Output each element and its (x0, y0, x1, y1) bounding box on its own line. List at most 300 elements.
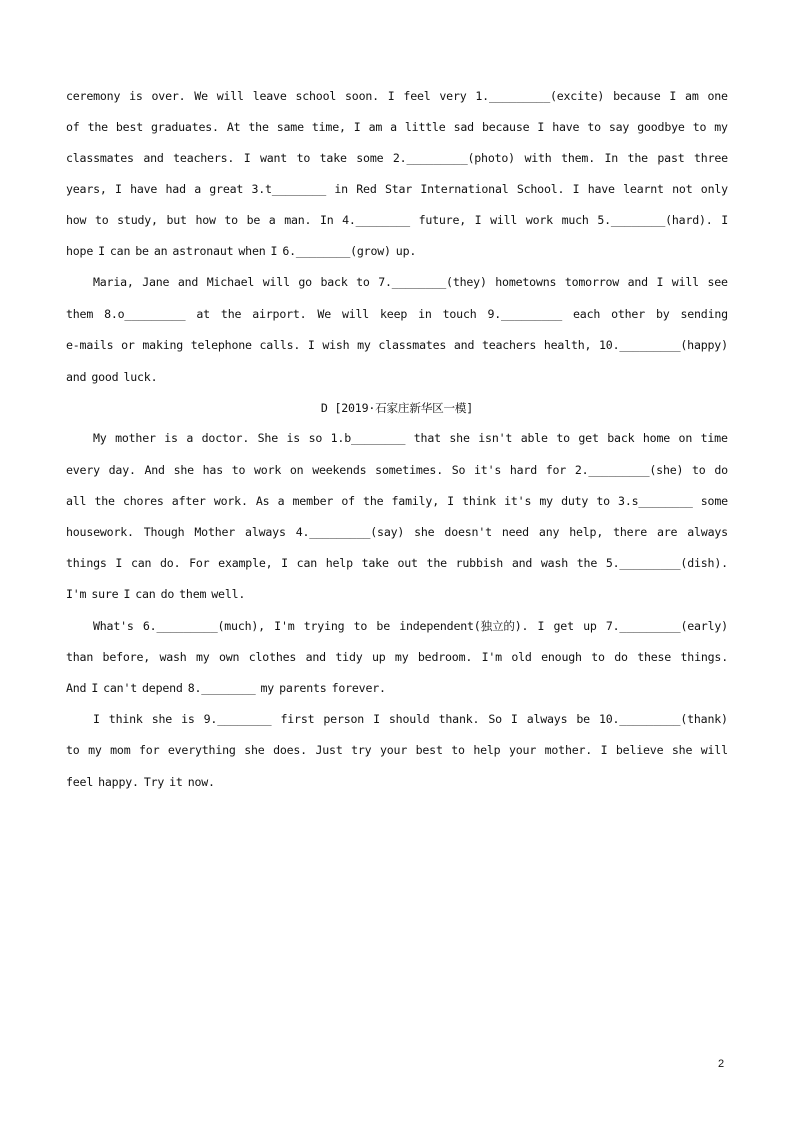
word: there (613, 525, 647, 539)
word: I (123, 587, 131, 601)
word: need (501, 525, 529, 539)
word: take (361, 556, 389, 570)
word: I (270, 244, 278, 258)
word: old (511, 650, 532, 664)
word: As (255, 494, 270, 508)
word: to (224, 213, 238, 227)
word: have (587, 182, 615, 196)
text-line (93, 616, 728, 636)
text-line (66, 210, 728, 230)
word: weekends (312, 463, 367, 477)
word: 10._________(thank) (598, 712, 728, 726)
word: school (295, 89, 337, 103)
word: mom (110, 743, 131, 757)
word: astronaut (172, 244, 234, 258)
word: the (220, 307, 242, 321)
word: is (181, 712, 195, 726)
word: them (179, 587, 207, 601)
word: feel (66, 775, 94, 789)
word: sad (453, 120, 474, 134)
word: get (578, 431, 599, 445)
word: I'm (66, 587, 87, 601)
text-line (66, 740, 728, 760)
word: is (164, 431, 178, 445)
word: In (319, 213, 334, 227)
word: is (286, 431, 301, 445)
word: doctor. (201, 431, 250, 445)
word: my (195, 650, 210, 664)
word: to (451, 743, 465, 757)
word: 7.________(they) (378, 275, 487, 289)
text-line (66, 241, 728, 261)
word: little (404, 120, 446, 134)
word: some (356, 151, 384, 165)
word: to (66, 743, 80, 757)
word: 5._________(dish). (605, 556, 728, 570)
word: enough (541, 650, 582, 664)
word: she (449, 431, 470, 445)
word: my (260, 681, 275, 695)
word: Michael (206, 275, 255, 289)
word: time, (311, 120, 346, 134)
word: 3.s________ (618, 494, 693, 508)
word: three (694, 151, 728, 165)
word: making (142, 338, 184, 352)
word: so (308, 431, 323, 445)
word: 7._________(early) (605, 619, 728, 633)
word: after (171, 494, 206, 508)
word: able (520, 431, 548, 445)
word: 8.o_________ (104, 307, 186, 321)
word: work. (213, 494, 248, 508)
word: telephone (190, 338, 252, 352)
word: my (357, 338, 371, 352)
page-number: 2 (718, 1058, 725, 1070)
word: So (451, 463, 466, 477)
word: Jane (142, 275, 170, 289)
word: all (66, 494, 87, 508)
word: rubbish (455, 556, 504, 570)
word: are (656, 525, 678, 539)
text-line (66, 86, 728, 106)
word: 4.________ (342, 213, 410, 227)
word: because (613, 89, 661, 103)
word: mother (115, 431, 156, 445)
word: In (604, 151, 619, 165)
text-line (66, 117, 728, 137)
word: 2._________(she) (574, 463, 684, 477)
text-line (66, 647, 728, 667)
word: help, (569, 525, 604, 539)
word: I (537, 120, 545, 134)
word: I (721, 213, 728, 227)
word: believe (615, 743, 664, 757)
word: up. (395, 244, 417, 258)
word: up (583, 619, 597, 633)
word: I (474, 213, 482, 227)
word: my (539, 494, 553, 508)
word: isn't (478, 431, 513, 445)
word: good (91, 370, 119, 384)
word: My (93, 431, 107, 445)
word: my (714, 120, 728, 134)
word: And (144, 463, 165, 477)
word: and (143, 151, 164, 165)
word: classmates (378, 338, 447, 352)
word: each (573, 307, 601, 321)
word: We (194, 89, 208, 103)
word: feel (403, 89, 431, 103)
word: the (576, 556, 598, 570)
word: I (281, 556, 288, 570)
word: will (341, 307, 370, 321)
word: by (655, 307, 670, 321)
word: best (115, 120, 144, 134)
word: much (561, 213, 589, 227)
word: I (93, 712, 100, 726)
word: will (490, 213, 518, 227)
word: back (320, 275, 348, 289)
word: touch (442, 307, 477, 321)
word: study, (117, 213, 158, 227)
word: I (353, 120, 361, 134)
word: to (692, 463, 706, 477)
word: I'm (481, 650, 502, 664)
word: your (379, 743, 408, 757)
word: had (165, 182, 186, 196)
word: great (209, 182, 244, 196)
word: I (115, 556, 123, 570)
word: 1._________(excite) (475, 89, 605, 103)
word: example, (218, 556, 273, 570)
word: I (572, 182, 580, 196)
word: to (94, 213, 109, 227)
word: other (611, 307, 645, 321)
word: a (194, 182, 201, 196)
text-line (66, 522, 728, 542)
word: Red (356, 182, 377, 196)
word: your (508, 743, 537, 757)
word: health, (543, 338, 592, 352)
word: than (66, 650, 94, 664)
word: or (121, 338, 135, 352)
word: And (66, 681, 87, 695)
word: in (334, 182, 348, 196)
word: 2._________(photo) (392, 151, 515, 165)
word: calls. (259, 338, 301, 352)
word: person (323, 712, 365, 726)
word: is (129, 89, 143, 103)
word: graduates. (151, 120, 219, 134)
word: up (371, 650, 386, 664)
word: thank. (438, 712, 480, 726)
word: I'm (274, 619, 295, 633)
word: teachers. (173, 151, 235, 165)
text-line (66, 553, 728, 573)
word: do. (160, 556, 181, 570)
word: teachers (481, 338, 537, 352)
word: We (317, 307, 331, 321)
word: my (88, 743, 102, 757)
word: always (526, 712, 568, 726)
word: 9._________ (487, 307, 563, 321)
word: have (552, 120, 580, 134)
word: Mother (194, 525, 236, 539)
word: to (296, 151, 311, 165)
word: Try (143, 775, 165, 789)
word: to (692, 120, 707, 134)
word: to (231, 463, 246, 477)
word: airport. (252, 307, 307, 321)
word: the (426, 556, 447, 570)
word: mother. (544, 743, 593, 757)
text-line (66, 335, 728, 355)
word: same (276, 120, 304, 134)
word: to (556, 431, 570, 445)
word: be (576, 712, 590, 726)
word: them. (561, 151, 595, 165)
text-line (66, 179, 728, 199)
word: she (414, 525, 435, 539)
word: years, (66, 182, 107, 196)
word: I (510, 712, 518, 726)
text-line (93, 272, 728, 292)
word: the (248, 120, 269, 134)
word: for (139, 743, 160, 757)
word: She (257, 431, 278, 445)
word: get (553, 619, 574, 633)
word: every (66, 463, 100, 477)
word: because (481, 120, 530, 134)
word: my (394, 650, 409, 664)
word: and (627, 275, 648, 289)
word: School. (516, 182, 565, 196)
word: sending (680, 307, 728, 321)
word: 6._________(much), (142, 619, 265, 633)
word: I (656, 275, 664, 289)
word: some (700, 494, 728, 508)
word: she (244, 743, 265, 757)
word: at (196, 307, 210, 321)
word: do (614, 650, 628, 664)
word: doesn't (444, 525, 492, 539)
word: she (151, 712, 173, 726)
word: back (607, 431, 635, 445)
word: sometimes. (375, 463, 443, 477)
word: one (707, 89, 728, 103)
word: can't (103, 681, 138, 695)
word: see (707, 275, 728, 289)
word: duty (561, 494, 589, 508)
word: to (587, 120, 601, 134)
word: she (671, 743, 693, 757)
word: home (642, 431, 671, 445)
word: member (292, 494, 334, 508)
word: the (94, 494, 115, 508)
word: wash (159, 650, 187, 664)
text-line (66, 367, 728, 387)
word: that (413, 431, 441, 445)
word: past (657, 151, 685, 165)
word: leave (252, 89, 287, 103)
word: always (245, 525, 286, 539)
word: when (238, 244, 266, 258)
word: family, (391, 494, 439, 508)
word: I (98, 244, 105, 258)
word: depend (142, 681, 183, 695)
word: independent(独立的). (399, 619, 529, 633)
word: be (135, 244, 149, 258)
text-line (66, 148, 728, 168)
word: wish (322, 338, 350, 352)
word: classmates (66, 151, 134, 165)
word: in (418, 307, 432, 321)
word: forever. (331, 681, 386, 695)
word: tomorrow (564, 275, 620, 289)
word: not (672, 182, 693, 196)
text-line (66, 772, 728, 792)
word: on (289, 463, 304, 477)
word: will (700, 743, 728, 757)
word: to (356, 275, 370, 289)
word: to (353, 619, 368, 633)
word: should (388, 712, 430, 726)
word: learnt (623, 182, 664, 196)
section-heading: D [2019·石家庄新华区一模] (320, 401, 474, 415)
word: say (608, 120, 630, 134)
word: work (254, 463, 282, 477)
word: tidy (335, 650, 363, 664)
word: hometowns (495, 275, 557, 289)
word: man. (284, 213, 312, 227)
word: 5.________(hard). (597, 213, 713, 227)
word: luck. (123, 370, 158, 384)
word: I (373, 712, 380, 726)
word: Just (315, 743, 343, 757)
word: of (341, 494, 355, 508)
word: 6.________(grow) (282, 244, 391, 258)
word: everything (167, 743, 236, 757)
word: be (246, 213, 261, 227)
word: well. (211, 587, 246, 601)
text-line (93, 709, 728, 729)
word: keep (380, 307, 408, 321)
word: them (66, 307, 94, 321)
word: only (700, 182, 728, 196)
word: and (305, 650, 326, 664)
word: I (115, 182, 122, 196)
word: ceremony (66, 89, 121, 103)
word: International (420, 182, 509, 196)
word: now. (187, 775, 215, 789)
word: for (545, 463, 567, 477)
word: will (216, 89, 244, 103)
word: it (169, 775, 183, 789)
word: own (218, 650, 240, 664)
word: over. (151, 89, 186, 103)
word: very (439, 89, 467, 103)
word: time (700, 431, 728, 445)
word: 3.t________ (251, 182, 327, 196)
text-line (66, 460, 728, 480)
word: be (376, 619, 390, 633)
word: can (296, 556, 318, 570)
word: of (66, 120, 80, 134)
word: go (298, 275, 312, 289)
word: want (259, 151, 288, 165)
word: the (627, 151, 648, 165)
word: can (135, 587, 156, 601)
word: clothes (248, 650, 297, 664)
word: things (66, 556, 107, 570)
word: out (397, 556, 418, 570)
word: Maria, (93, 275, 134, 289)
word: e-mails (66, 338, 114, 352)
word: always (687, 525, 728, 539)
text-line (66, 584, 728, 604)
word: with (524, 151, 552, 165)
word: it's (474, 463, 502, 477)
word: to (591, 650, 605, 664)
word: day. (108, 463, 136, 477)
word: and (453, 338, 475, 352)
text-line (93, 428, 728, 448)
word: a (390, 120, 397, 134)
word: I (600, 743, 608, 757)
word: how (66, 213, 87, 227)
word: these (637, 650, 672, 664)
word: a (268, 213, 276, 227)
word: bedroom. (417, 650, 473, 664)
word: I (243, 151, 251, 165)
word: trying (303, 619, 345, 633)
word: chores (122, 494, 164, 508)
text-line (66, 304, 728, 324)
word: Though (143, 525, 185, 539)
word: try (351, 743, 372, 757)
word: I (387, 89, 395, 103)
word: think (462, 494, 496, 508)
word: it's (504, 494, 532, 508)
word: For (189, 556, 210, 570)
word: do (714, 463, 728, 477)
word: first (280, 712, 315, 726)
word: the (363, 494, 384, 508)
word: she (173, 463, 194, 477)
word: Star (384, 182, 413, 196)
word: take (319, 151, 347, 165)
word: goodbye (637, 120, 685, 134)
word: So (488, 712, 502, 726)
text-line (66, 678, 728, 698)
word: on (678, 431, 693, 445)
word: 4._________(say) (295, 525, 405, 539)
word: housework. (66, 525, 134, 539)
word: I (447, 494, 454, 508)
word: 10._________(happy) (599, 338, 728, 352)
word: and (511, 556, 533, 570)
word: I (307, 338, 315, 352)
word: help (325, 556, 353, 570)
word: has (202, 463, 223, 477)
word: have (130, 182, 158, 196)
word: parents (279, 681, 327, 695)
word: the (87, 120, 108, 134)
word: think (108, 712, 143, 726)
word: future, (418, 213, 467, 227)
word: but (166, 213, 187, 227)
word: and (66, 370, 87, 384)
